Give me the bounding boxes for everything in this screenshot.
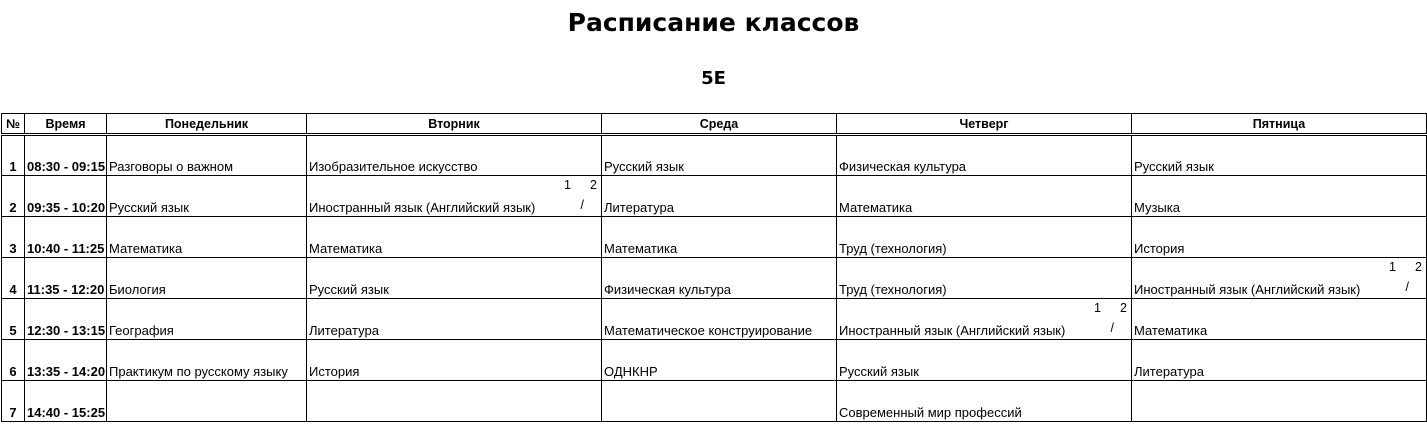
lesson-number: 6 <box>2 340 25 381</box>
wednesday-cell <box>602 381 837 422</box>
tuesday-cell <box>307 381 602 422</box>
lesson-time: 09:35 - 10:20 <box>25 176 107 217</box>
header-num: № <box>2 114 25 135</box>
tuesday-cell: История <box>307 340 602 381</box>
wednesday-cell: Математика <box>602 217 837 258</box>
table-row <box>2 135 1427 176</box>
friday-cell: Математика <box>1132 299 1427 340</box>
group-two-mark: 2 <box>590 178 597 192</box>
monday-cell: Русский язык <box>107 176 307 217</box>
group-separator: / <box>1110 321 1114 335</box>
header-monday: Понедельник <box>107 114 307 135</box>
thursday-cell: Физическая культура <box>837 135 1132 176</box>
friday-cell: Русский язык <box>1132 135 1427 176</box>
header-row <box>2 114 1427 135</box>
wednesday-cell: Литература <box>602 176 837 217</box>
friday-cell <box>1132 381 1427 422</box>
table-row <box>2 381 1427 422</box>
table-row <box>2 258 1427 299</box>
table-row <box>2 217 1427 258</box>
thursday-cell: Математика <box>837 176 1132 217</box>
table-row <box>2 176 1427 217</box>
tuesday-cell: Изобразительное искусство <box>307 135 602 176</box>
class-name: 5Е <box>701 68 726 89</box>
subject-label: Иностранный язык (Английский язык) <box>1134 282 1361 297</box>
lesson-time: 11:35 - 12:20 <box>25 258 107 299</box>
schedule-table <box>1 113 1427 422</box>
tuesday-cell: Литература <box>307 299 602 340</box>
table-row <box>2 340 1427 381</box>
group-separator: / <box>580 198 584 212</box>
friday-cell: Литература <box>1132 340 1427 381</box>
subject-label: Иностранный язык (Английский язык) <box>309 200 536 215</box>
lesson-number: 5 <box>2 299 25 340</box>
thursday-cell <box>837 299 1132 340</box>
lesson-time: 13:35 - 14:20 <box>25 340 107 381</box>
monday-cell <box>107 381 307 422</box>
friday-cell: Музыка <box>1132 176 1427 217</box>
lesson-number: 1 <box>2 135 25 176</box>
thursday-cell: Труд (технология) <box>837 217 1132 258</box>
group-separator: / <box>1405 280 1409 294</box>
monday-cell: Разговоры о важном <box>107 135 307 176</box>
monday-cell: Практикум по русскому языку <box>107 340 307 381</box>
tuesday-cell: Русский язык <box>307 258 602 299</box>
wednesday-cell: Физическая культура <box>602 258 837 299</box>
friday-cell: История <box>1132 217 1427 258</box>
wednesday-cell: Русский язык <box>602 135 837 176</box>
subject-label: Иностранный язык (Английский язык) <box>839 323 1066 338</box>
header-wednesday: Среда <box>602 114 837 135</box>
lesson-time: 14:40 - 15:25 <box>25 381 107 422</box>
header-friday: Пятница <box>1132 114 1427 135</box>
monday-cell: Математика <box>107 217 307 258</box>
friday-cell <box>1132 258 1427 299</box>
header-thursday: Четверг <box>837 114 1132 135</box>
tuesday-cell: Математика <box>307 217 602 258</box>
thursday-cell: Современный мир профессий <box>837 381 1132 422</box>
group-one-mark: 1 <box>1094 301 1101 315</box>
header-time: Время <box>25 114 107 135</box>
monday-cell: Биология <box>107 258 307 299</box>
group-two-mark: 2 <box>1120 301 1127 315</box>
lesson-time: 08:30 - 09:15 <box>25 135 107 176</box>
monday-cell: География <box>107 299 307 340</box>
group-one-mark: 1 <box>564 178 571 192</box>
lesson-number: 4 <box>2 258 25 299</box>
group-two-mark: 2 <box>1415 260 1422 274</box>
thursday-cell: Труд (технология) <box>837 258 1132 299</box>
lesson-number: 7 <box>2 381 25 422</box>
wednesday-cell: ОДНКНР <box>602 340 837 381</box>
lesson-number: 2 <box>2 176 25 217</box>
header-tuesday: Вторник <box>307 114 602 135</box>
table-row <box>2 299 1427 340</box>
lesson-time: 10:40 - 11:25 <box>25 217 107 258</box>
wednesday-cell: Математическое конструирование <box>602 299 837 340</box>
page-title: Расписание классов <box>567 8 860 37</box>
lesson-number: 3 <box>2 217 25 258</box>
thursday-cell: Русский язык <box>837 340 1132 381</box>
tuesday-cell <box>307 176 602 217</box>
lesson-time: 12:30 - 13:15 <box>25 299 107 340</box>
group-one-mark: 1 <box>1389 260 1396 274</box>
